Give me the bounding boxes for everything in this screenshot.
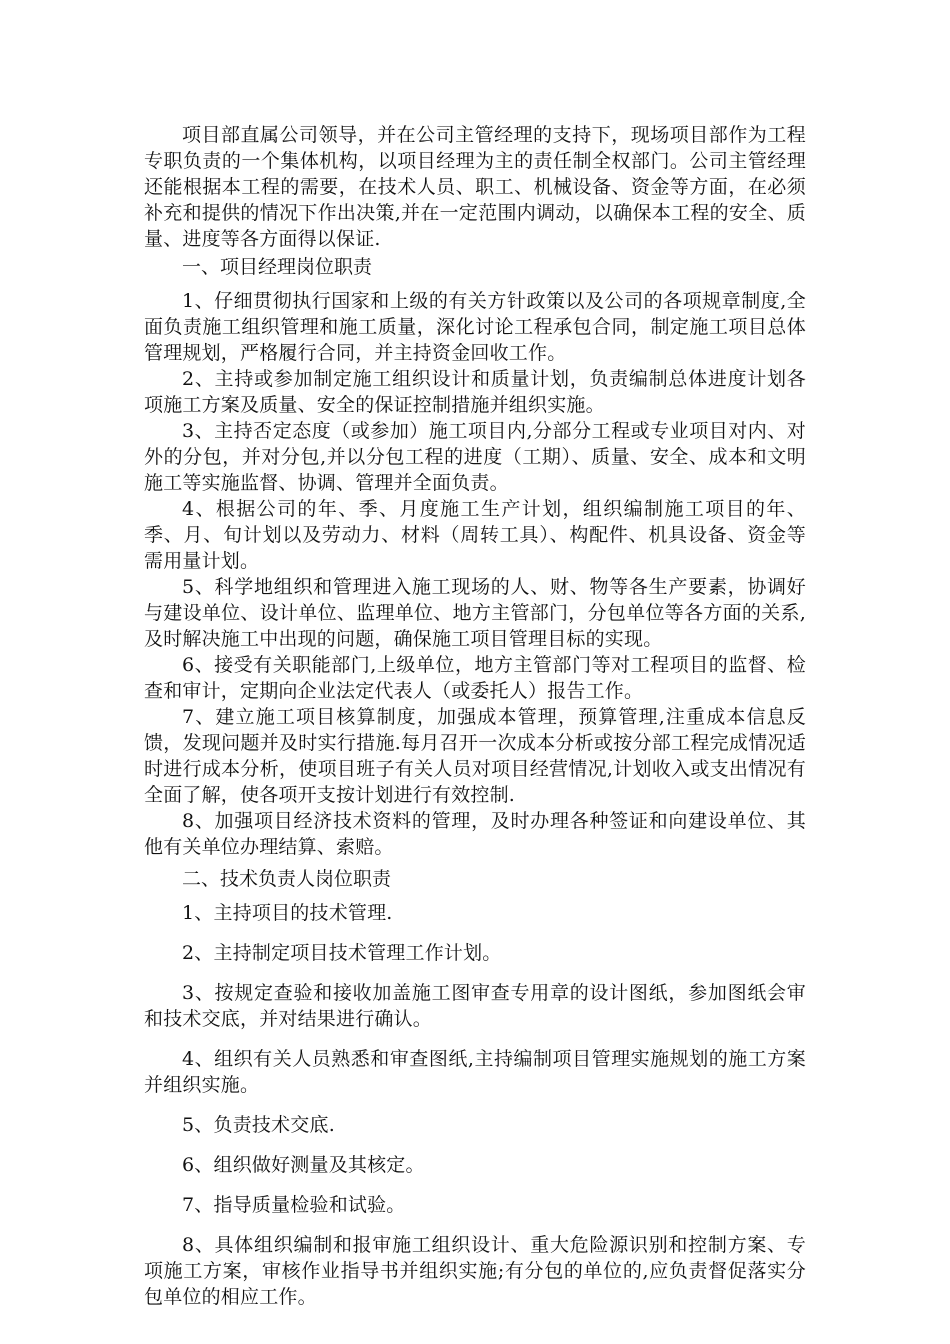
duty-item: 5、科学地组织和管理进入施工现场的人、财、物等各生产要素，协调好与建设单位、设计单位、监理单位、地方主管部门，分包单位等各方面的关系,及时解决施工中出现的问题，确保施工项目管理目标的实现。 [144,576,806,650]
duty-item: 7、建立施工项目核算制度，加强成本管理，预算管理,注重成本信息反馈，发现问题并及时实行措施.每月召开一次成本分析或按分部工程完成情况适时进行成本分析，使项目班子有关人员对项目经营情况,计划收入或支出情况有全面了解，使各项开支按计划进行有效控制. [144,706,806,806]
section-project-manager [144,254,806,860]
duty-item: 4、组织有关人员熟悉和审查图纸,主持编制项目管理实施规划的施工方案并组织实施。 [144,1048,806,1096]
section-heading: 一、项目经理岗位职责 [182,256,373,278]
intro-paragraph: 项目部直属公司领导，并在公司主管经理的支持下，现场项目部作为工程专职负责的一个集体机构，以项目经理为主的责任制全权部门。公司主管经理还能根据本工程的需要，在技术人员、职工、机械设备、资金等方面，在必须补充和提供的情况下作出决策,并在一定范围内调动，以确保本工程的安全、质量、进度等各方面得以保证. [144,124,806,250]
duty-item: 6、接受有关职能部门,上级单位，地方主管部门等对工程项目的监督、检查和审计，定期向企业法定代表人（或委托人）报告工作。 [144,654,806,702]
duty-item: 1、仔细贯彻执行国家和上级的有关方针政策以及公司的各项规章制度,全面负责施工组织管理和施工质量，深化讨论工程承包合同，制定施工项目总体管理规划，严格履行合同，并主持资金回收工作。 [144,290,806,364]
section-heading: 二、技术负责人岗位职责 [182,868,392,890]
duty-item: 2、主持或参加制定施工组织设计和质量计划，负责编制总体进度计划各项施工方案及质量、安全的保证控制措施并组织实施。 [144,368,806,416]
duty-item: 6、组织做好测量及其核定。 [182,1154,425,1176]
duty-item: 1、主持项目的技术管理. [182,902,393,924]
section-technical-lead [144,866,806,1310]
duty-item: 2、主持制定项目技术管理工作计划。 [182,942,502,964]
duty-item: 8、具体组织编制和报审施工组织设计、重大危险源识别和控制方案、专项施工方案，审核作业指导书并组织实施;有分包的单位的,应负责督促落实分包单位的相应工作。 [144,1234,806,1308]
document-page [144,122,806,1324]
duty-item: 7、指导质量检验和试验。 [182,1194,406,1216]
duty-item: 4、根据公司的年、季、月度施工生产计划，组织编制施工项目的年、季、月、旬计划以及劳动力、材料（周转工具）、构配件、机具设备、资金等需用量计划。 [144,498,806,572]
duty-item: 5、负责技术交底. [182,1114,335,1136]
duty-item: 3、主持否定态度（或参加）施工项目内,分部分工程或专业项目对内、对外的分包，并对分包,并以分包工程的进度（工期）、质量、安全、成本和文明施工等实施监督、协调、管理并全面负责。 [144,420,806,494]
duty-item: 8、加强项目经济技术资料的管理，及时办理各种签证和向建设单位、其他有关单位办理结算、索赔。 [144,810,806,858]
duty-item: 3、按规定查验和接收加盖施工图审查专用章的设计图纸，参加图纸会审和技术交底，并对结果进行确认。 [144,982,806,1030]
